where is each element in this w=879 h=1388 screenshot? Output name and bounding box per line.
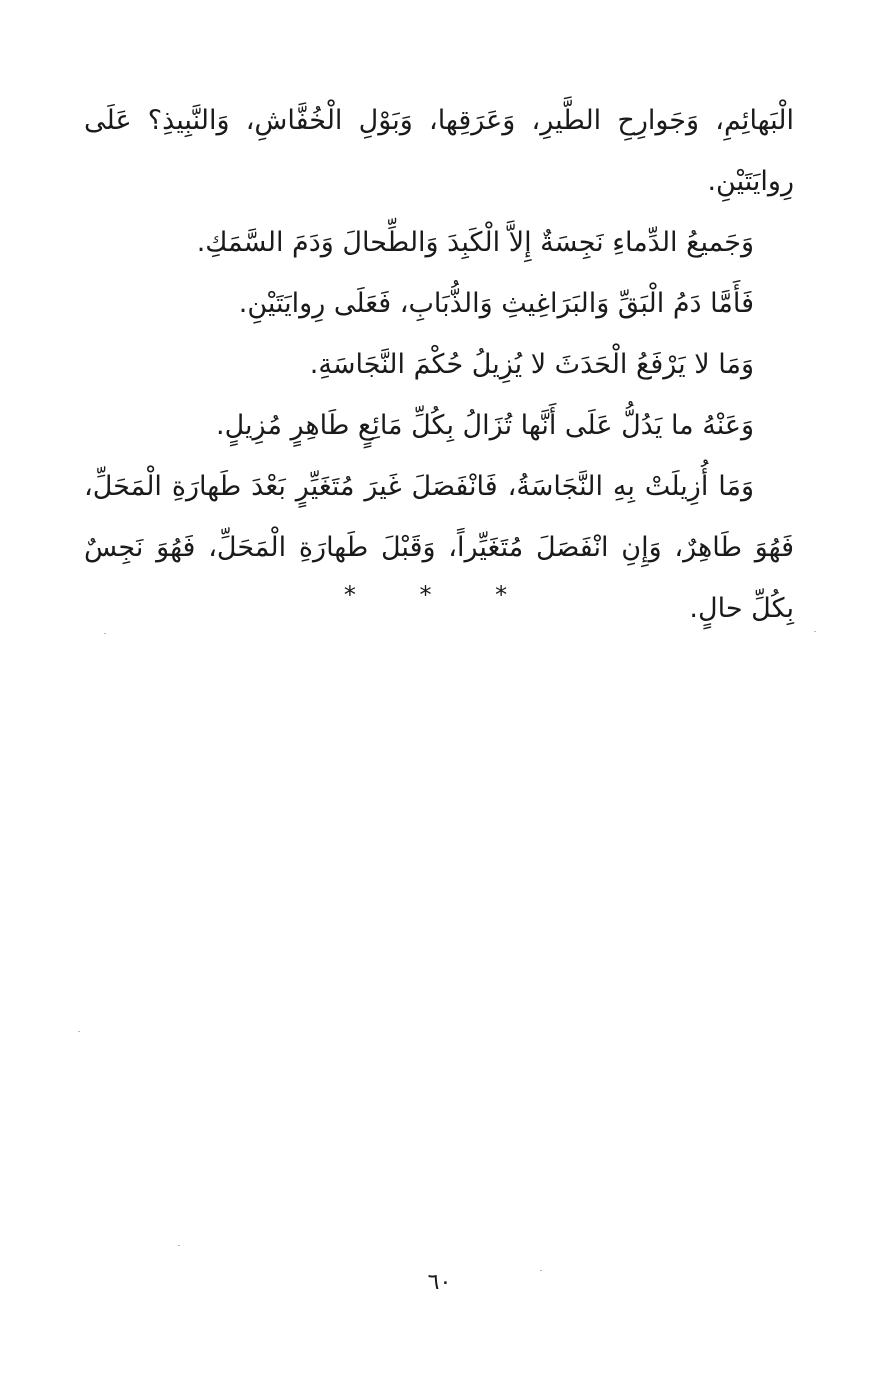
page-number: ٦٠ bbox=[427, 1270, 452, 1295]
paragraph-removal: وَمَا أُزِيلَتْ بِهِ النَّجَاسَةُ، فَانْفَصَلَ غَيرَ مُتَغَيِّرٍ بَعْدَ طَهارَةِ الْمَحَلِّ، فَهُوَ طَاهِرٌ، وَإِنِ انْفَصَلَ مُتَغَيِّراً، وَقَبْلَ طَهارَةِ الْمَحَلِّ، فَهُوَ نَجِسٌ بِكُلِّ حالٍ. bbox=[84, 471, 794, 624]
section-separator: * * * bbox=[343, 581, 536, 609]
paragraph-insects: فَأَمَّا دَمُ الْبَقِّ وَالبَرَاغِيثِ وَالذُّبَابِ، فَعَلَى رِوايَتَيْنِ. bbox=[238, 288, 754, 319]
paragraph-hadath: وَمَا لا يَرْفَعُ الْحَدَثَ لا يُزِيلُ حُكْمَ النَّجَاسَةِ. bbox=[309, 349, 754, 380]
body-text bbox=[84, 90, 794, 639]
scan-speck bbox=[178, 1245, 180, 1246]
paragraph-liquids: وَعَنْهُ ما يَدُلُّ عَلَى أَنَّها تُزَالُ بِكُلِّ مَائِعٍ طَاهِرٍ مُزِيلٍ. bbox=[216, 410, 754, 441]
scan-speck bbox=[78, 1031, 80, 1032]
paragraph-blood: وَجَميعُ الدِّماءِ نَجِسَةٌ إِلاَّ الْكَبِدَ وَالطِّحالَ وَدَمَ السَّمَكِ. bbox=[196, 227, 754, 258]
paragraph-continuation: الْبَهائِمِ، وَجَوارِحِ الطَّيرِ، وَعَرَقِها، وَبَوْلِ الْخُفَّاشِ، وَالنَّبِيذِ؟ عَلَى رِوايَتَيْنِ. bbox=[84, 105, 794, 197]
scan-speck bbox=[814, 631, 816, 632]
scan-speck bbox=[104, 633, 106, 634]
scan-speck bbox=[540, 1270, 542, 1271]
